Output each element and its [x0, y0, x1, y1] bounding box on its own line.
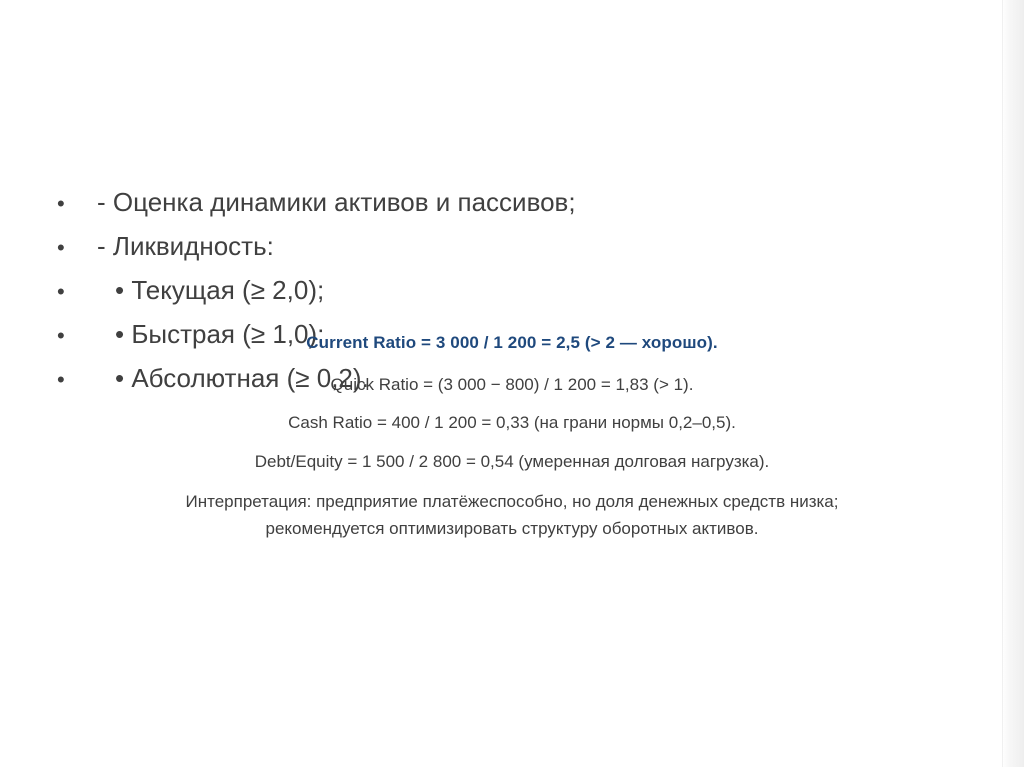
bullet-marker: •	[57, 191, 65, 216]
bullet-marker: •	[57, 323, 65, 348]
debt-equity-line: Debt/Equity = 1 500 / 2 800 = 0,54 (умеренная долговая нагрузка).	[254, 452, 770, 471]
bullet-item-liquidity	[57, 224, 576, 268]
interpretation-text	[0, 488, 1024, 542]
bullet-text: • Текущая (≥ 2,0);	[115, 275, 325, 305]
interpretation-line-2: рекомендуется оптимизировать структуру оборотных активов.	[265, 519, 759, 538]
quick-ratio-line: Quick Ratio = (3 000 − 800) / 1 200 = 1,83 (> 1).	[330, 375, 694, 394]
bullet-marker: •	[57, 235, 65, 260]
current-ratio-line: Current Ratio = 3 000 / 1 200 = 2,5 (> 2 — хорошо).	[306, 333, 718, 352]
bullet-text: • Абсолютная (≥ 0,2).	[115, 363, 369, 393]
bullet-item-assets-dynamics	[57, 180, 576, 224]
bullet-item-current	[57, 268, 576, 312]
bullet-text: - Оценка динамики активов и пассивов;	[97, 187, 576, 217]
bullet-text: • Быстрая (≥ 1,0);	[115, 319, 325, 349]
bullet-list	[57, 180, 576, 400]
bullet-marker: •	[57, 367, 65, 392]
bullet-marker: •	[57, 279, 65, 304]
cash-ratio-line: Cash Ratio = 400 / 1 200 = 0,33 (на грани нормы 0,2–0,5).	[288, 413, 736, 432]
interpretation-line-1: Интерпретация: предприятие платёжеспособно, но доля денежных средств низка;	[185, 492, 839, 511]
bullet-text: - Ликвидность:	[97, 231, 274, 261]
